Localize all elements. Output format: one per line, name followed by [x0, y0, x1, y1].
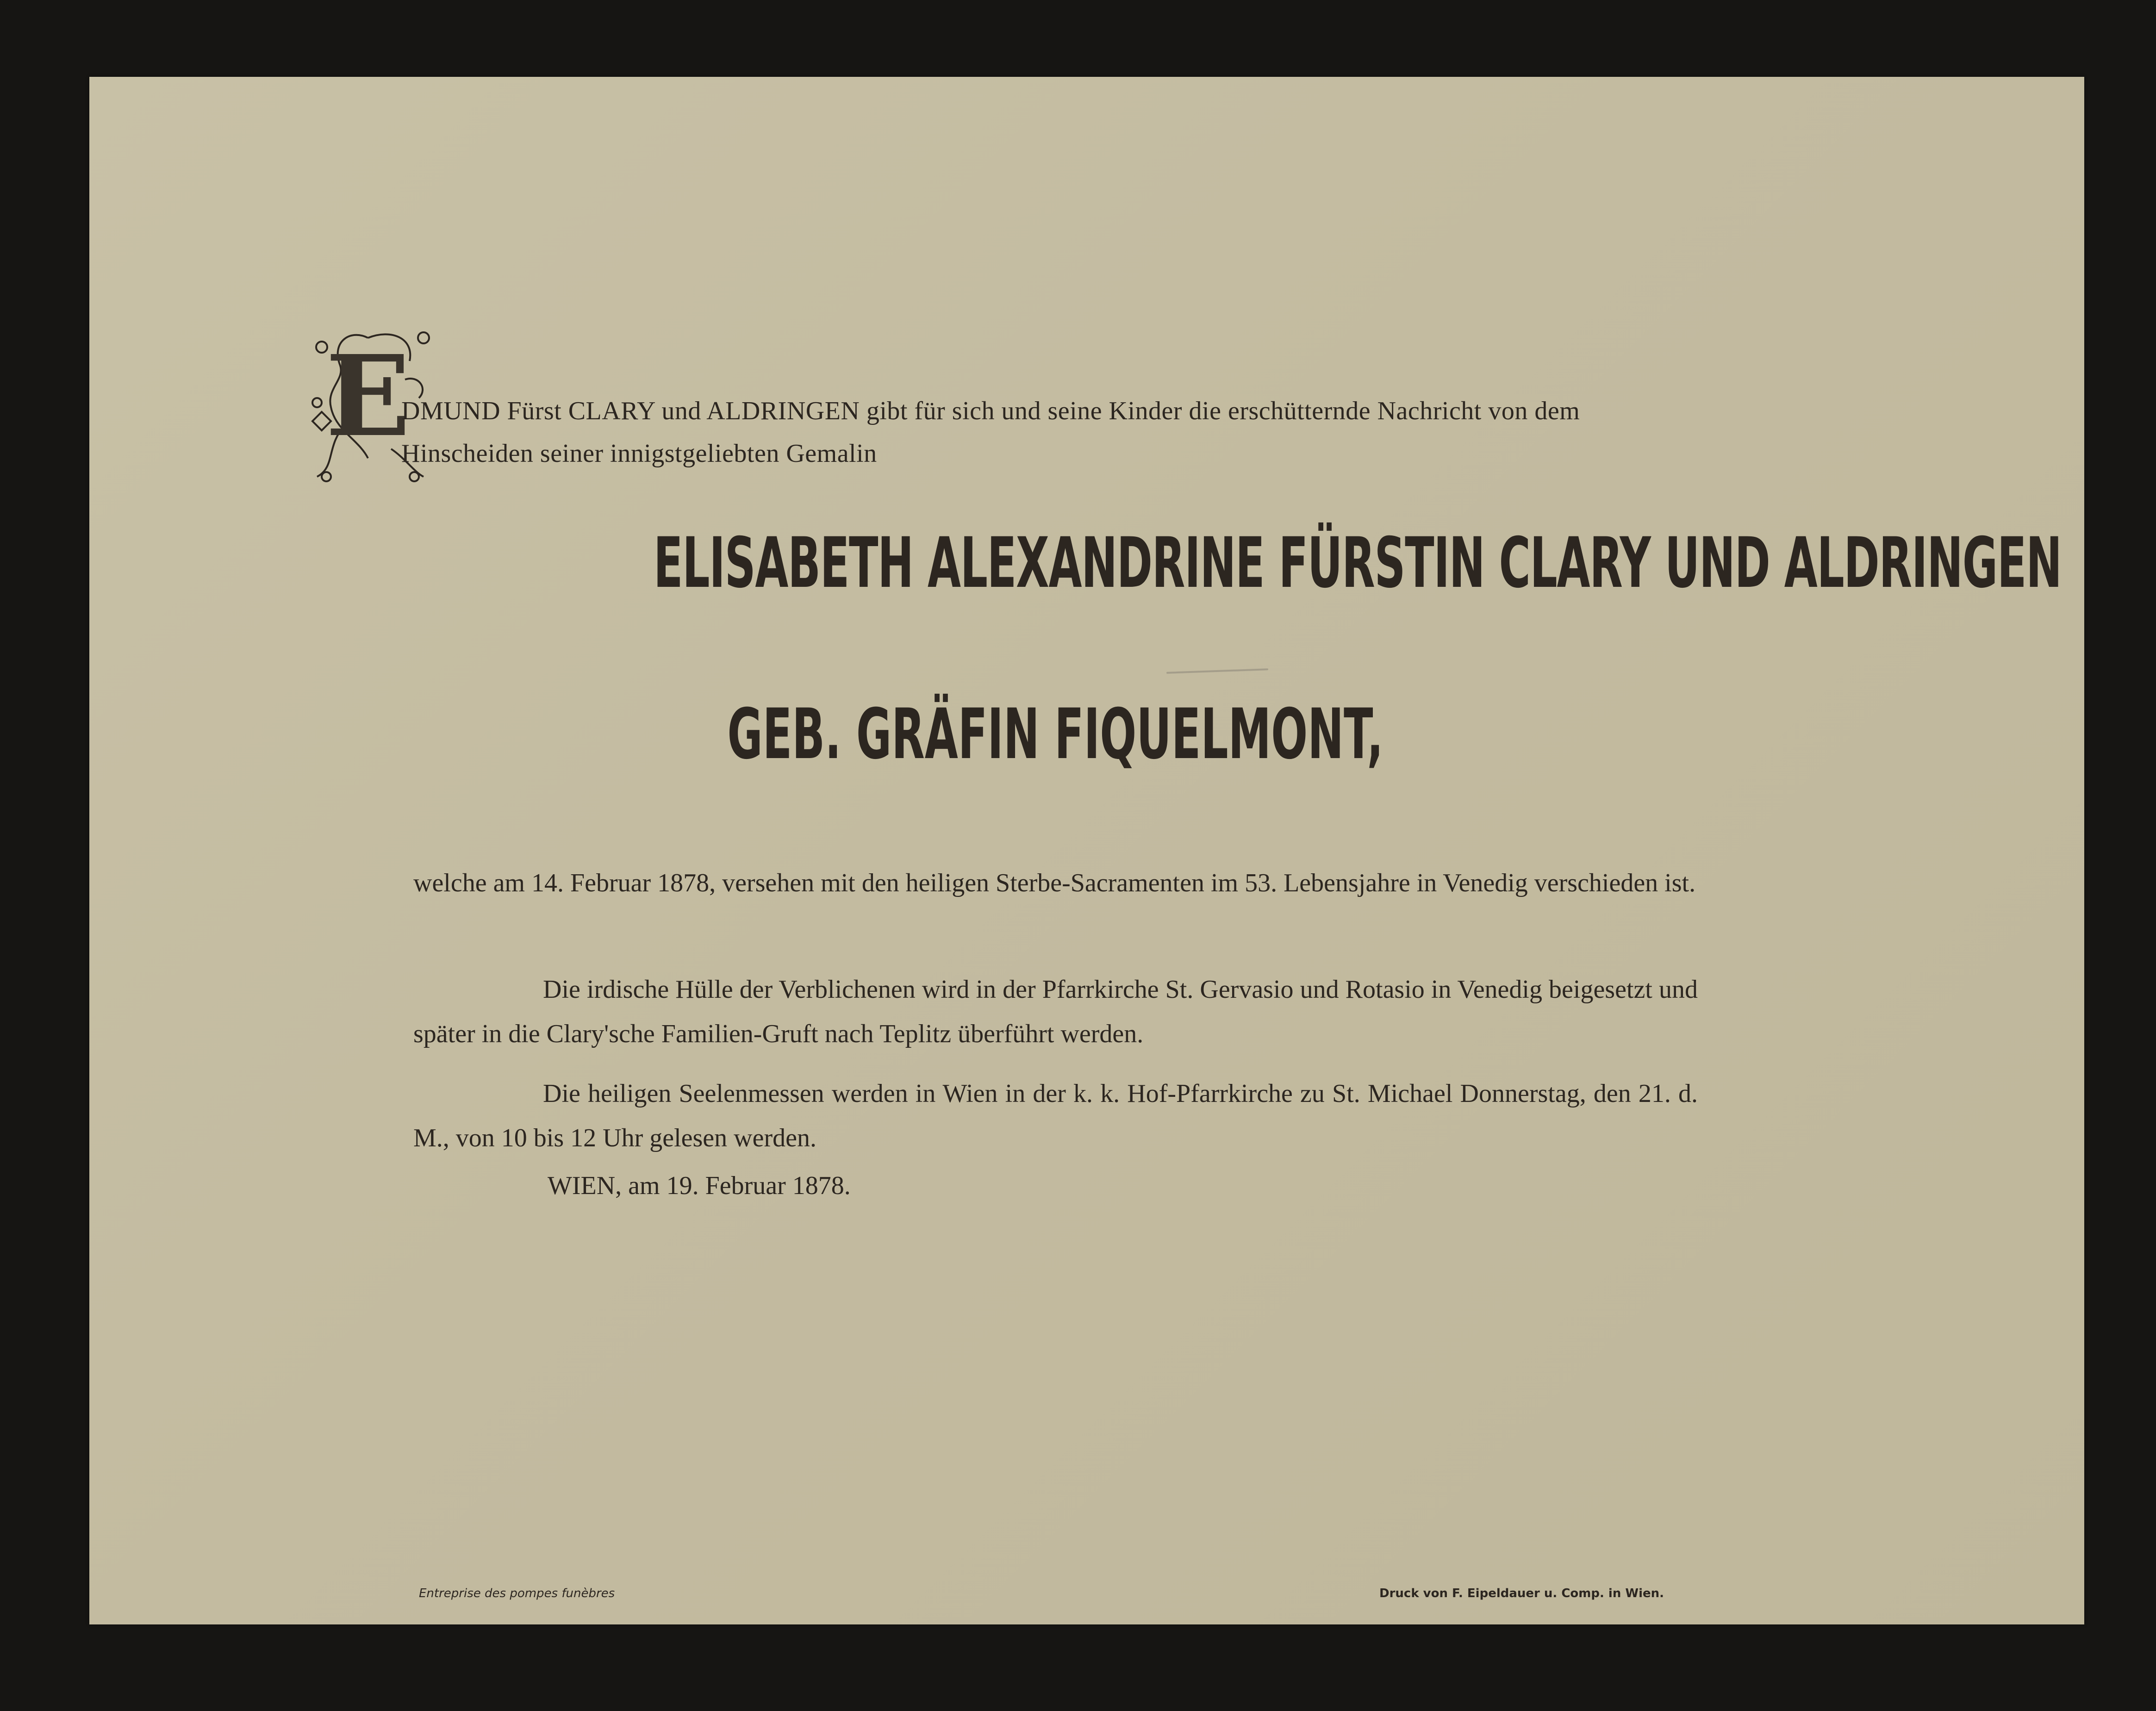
intro-line-2: Hinscheiden seiner innigstgeliebten Gemalin	[401, 439, 877, 468]
paragraph-death: welche am 14. Februar 1878, versehen mit den heiligen Sterbe-Sacramenten im 53. Lebensjahre in Venedig verschieden ist.	[413, 869, 1696, 897]
footer-undertaker: Entreprise des pompes funèbres	[419, 1587, 615, 1600]
paragraph-burial: Die irdische Hülle der Verblichenen wird in der Pfarrkirche St. Gervasio und Rotasio in Venedig beigesetzt und später in die Clary'sche Familien-Gruft nach Teplitz überführt werden.	[413, 975, 1698, 1048]
maiden-name: GEB. GRÄFIN FIQUELMONT,	[727, 694, 1383, 775]
intro-line-1: DMUND Fürst CLARY und ALDRINGEN gibt für sich und seine Kinder die erschütternde Nachricht von dem	[401, 397, 1580, 425]
footer-printer: Druck von F. Eipeldauer u. Comp. in Wien.	[1379, 1587, 1664, 1600]
initial-letter: E	[325, 331, 411, 461]
date-line: WIEN, am 19. Februar 1878.	[548, 1171, 851, 1200]
mourning-card	[89, 77, 2084, 1624]
deceased-name-line-1	[407, 523, 2062, 604]
paragraph-masses: Die heiligen Seelenmessen werden in Wien in der k. k. Hof-Pfarrkirche zu St. Michael Donnerstag, den 21. d. M., von 10 bis 12 Uhr gelesen werden.	[413, 1079, 1698, 1152]
intro-text	[401, 390, 1697, 475]
deceased-name: ELISABETH ALEXANDRINE FÜRSTIN CLARY UND ALDRINGEN	[654, 523, 2062, 604]
